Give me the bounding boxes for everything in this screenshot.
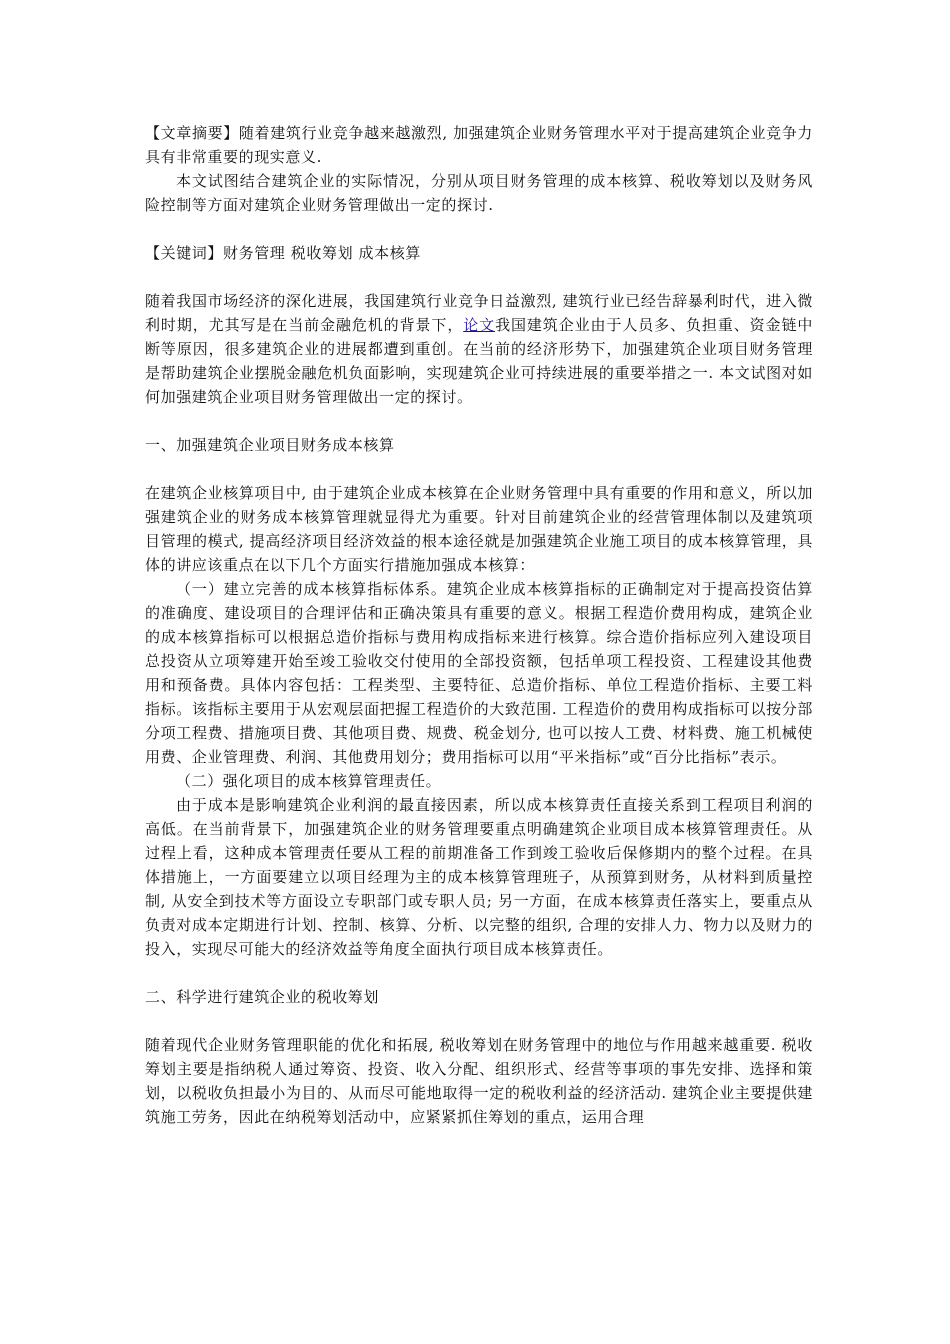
section-1-paragraph: 在建筑企业核算项目中, 由于建筑企业成本核算在企业财务管理中具有重要的作用和意义，所以加强建筑企业的财务成本核算管理就显得尤为重要。针对目前建筑企业的经营管理体制以及建筑项目管理的模式, 提高经济项目经济效益的根本途径就是加强建筑企业施工项目的成本核算管理，具体的讲应该重点在以下几个方面实行措施加强成本核算： bbox=[145, 484, 813, 574]
section-2-paragraph: 随着现代企业财务管理职能的优化和拓展, 税收筹划在财务管理中的地位与作用越来越重要. 税收筹划主要是指纳税人通过筹资、投资、收入分配、组织形式、经营等事项的事先安排、选择和策划，以税收负担最小为目的、从而尽可能地取得一定的税收利益的经济活动. 建筑企业主要提供建筑施工劳务，因此在纳税筹划活动中，应紧紧抓住筹划的重点，运用合理 bbox=[145, 1036, 813, 1126]
spacer bbox=[145, 217, 813, 241]
section-1-item-2-heading: （二）强化项目的成本核算管理责任。 bbox=[176, 772, 442, 790]
paper-link[interactable]: 论文 bbox=[463, 316, 496, 334]
spacer bbox=[145, 1009, 813, 1033]
document-page bbox=[145, 121, 813, 1129]
spacer bbox=[145, 457, 813, 481]
abstract-paragraph: 【文章摘要】随着建筑行业竞争越来越激烈, 加强建筑企业财务管理水平对于提高建筑企业竞争力具有非常重要的现实意义. bbox=[145, 124, 813, 166]
section-1-heading: 一、加强建筑企业项目财务成本核算 bbox=[145, 436, 395, 454]
intro-text-after-link: 我国建筑企业由于人员多、负担重、资金链中断等原因，很多建筑企业的进展都遭到重创。在当前的经济形势下，加强建筑企业项目财务管理是帮助建筑企业摆脱金融危机负面影响，实现建筑企业可持续进展的重要举措之一. 本文试图对如何加强建筑企业项目财务管理做出一定的探讨。 bbox=[145, 316, 813, 406]
introduction-paragraph bbox=[145, 289, 813, 409]
intro-text-before-link: 随着我国市场经济的深化进展，我国建筑行业竞争日益激烈, 建筑行业已经告辞暴利时代，进入微利时期，尤其写是在当前金融危机的背景下， bbox=[145, 292, 813, 334]
intro-sentence: 本文试图结合建筑企业的实际情况，分别从项目财务管理的成本核算、税收筹划以及财务风险控制等方面对建筑企业财务管理做出一定的探讨. bbox=[145, 172, 813, 214]
section-1-item-1: （一）建立完善的成本核算指标体系。建筑企业成本核算指标的正确制定对于提高投资估算的准确度、建设项目的合理评估和正确决策具有重要的意义。根据工程造价费用构成，建筑企业的成本核算指标可以根据总造价指标与费用构成指标来进行核算。综合造价指标应列入建设项目总投资从立项筹建开始至竣工验收交付使用的全部投资额，包括单项工程投资、工程建设其他费用和预备费。具体内容包括：工程类型、主要特征、总造价指标、单位工程造价指标、主要工料指标。该指标主要用于从宏观层面把握工程造价的大致范围. 工程造价的费用构成指标可以按分部分项工程费、措施项目费、其他项目费、规费、税金划分, 也可以按人工费、材料费、施工机械使用费、企业管理费、利润、其他费用划分；费用指标可以用“平米指标”或“百分比指标”表示。 bbox=[145, 580, 813, 766]
keywords: 【关键词】财务管理 税收筹划 成本核算 bbox=[145, 244, 421, 262]
spacer bbox=[145, 265, 813, 289]
section-2-heading: 二、科学进行建筑企业的税收筹划 bbox=[145, 988, 380, 1006]
spacer bbox=[145, 961, 813, 985]
spacer bbox=[145, 409, 813, 433]
section-1-item-2-paragraph: 由于成本是影响建筑企业利润的最直接因素，所以成本核算责任直接关系到工程项目利润的高低。在当前背景下，加强建筑企业的财务管理要重点明确建筑企业项目成本核算管理责任。从过程上看，这种成本管理责任要从工程的前期准备工作到竣工验收后保修期内的整个过程。在具体措施上，一方面要建立以项目经理为主的成本核算管理班子，从预算到财务，从材料到质量控制, 从安全到技术等方面设立专职部门或专职人员; 另一方面，在成本核算责任落实上，要重点从负责对成本定期进行计划、控制、核算、分析、以完整的组织, 合理的安排人力、物力以及财力的投入，实现尽可能大的经济效益等角度全面执行项目成本核算责任。 bbox=[145, 796, 813, 958]
